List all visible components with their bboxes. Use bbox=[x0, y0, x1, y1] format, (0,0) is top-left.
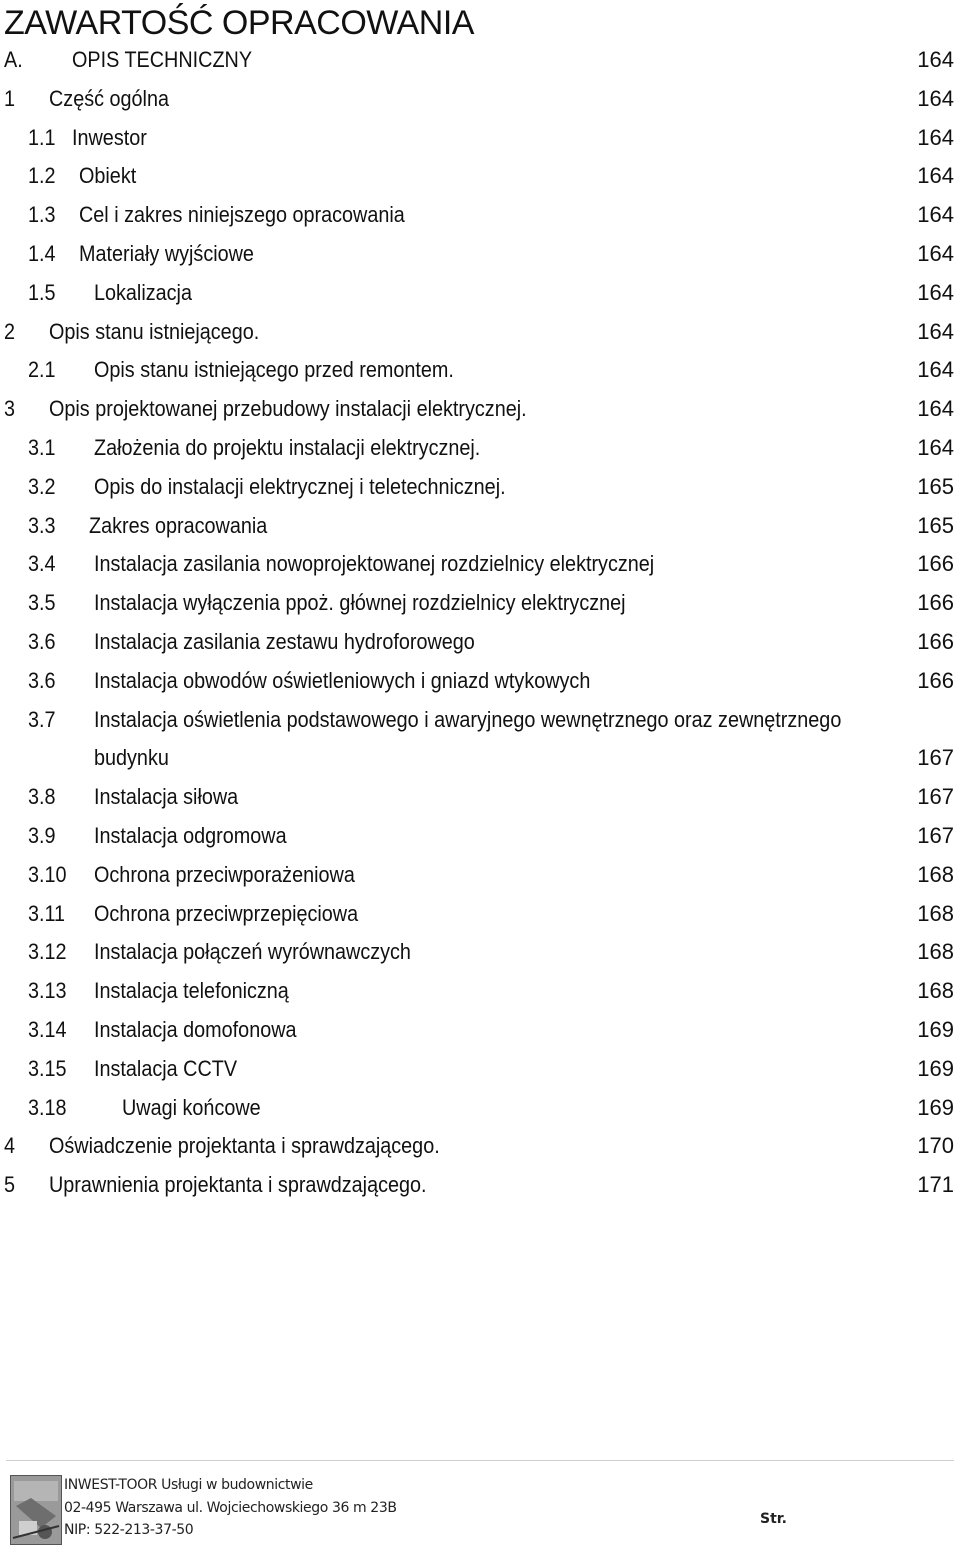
toc-entry-number: 3.7 bbox=[28, 706, 56, 732]
toc-entry-page: 168 bbox=[917, 978, 954, 1004]
toc-entry bbox=[0, 544, 960, 583]
toc-entry bbox=[0, 583, 960, 622]
toc-entry bbox=[0, 195, 960, 234]
footer-company: INWEST-TOOR Usługi w budownictwie bbox=[64, 1477, 313, 1493]
toc-entry-page: 167 bbox=[917, 745, 954, 771]
toc-entry-page: 166 bbox=[917, 590, 954, 616]
toc-entry-number: 1 bbox=[4, 85, 16, 111]
toc-entry-page: 164 bbox=[917, 163, 954, 189]
toc-entry-label: Uwagi końcowe bbox=[122, 1094, 261, 1120]
toc-entry bbox=[0, 467, 960, 506]
toc-entry-number: 3.13 bbox=[28, 978, 67, 1004]
toc-entry-number: 2 bbox=[4, 318, 16, 344]
toc-entry-label: Opis projektowanej przebudowy instalacji elektrycznej. bbox=[49, 396, 527, 422]
toc-entry-label: Instalacja odgromowa bbox=[94, 822, 287, 848]
company-logo bbox=[10, 1475, 62, 1545]
toc-entry-label: Instalacja telefoniczną bbox=[94, 978, 289, 1004]
toc-entry-page: 169 bbox=[917, 1055, 954, 1081]
toc-entry-page: 164 bbox=[917, 357, 954, 383]
toc-entry bbox=[0, 1126, 960, 1165]
toc-entry-page: 164 bbox=[917, 318, 954, 344]
toc-entry bbox=[0, 622, 960, 661]
toc-entry-label: Zakres opracowania bbox=[89, 512, 268, 538]
toc-entry bbox=[0, 1010, 960, 1049]
toc-entry-label: Instalacja zasilania zestawu hydroforowego bbox=[94, 628, 475, 654]
toc-entry bbox=[0, 312, 960, 351]
toc-entry bbox=[0, 777, 960, 816]
toc-entry bbox=[0, 156, 960, 195]
toc-entry bbox=[0, 855, 960, 894]
toc-entry-page: 164 bbox=[917, 85, 954, 111]
toc-entry bbox=[0, 1088, 960, 1127]
toc-entry-number: 1.1 bbox=[28, 124, 56, 150]
toc-entry-label: Inwestor bbox=[72, 124, 147, 150]
toc-entry-page: 167 bbox=[917, 822, 954, 848]
toc-entry-page: 164 bbox=[917, 240, 954, 266]
toc-entry bbox=[0, 428, 960, 467]
toc-entry-label: Uprawnienia projektanta i sprawdzającego. bbox=[49, 1172, 427, 1198]
toc-entry-label: Instalacja obwodów oświetleniowych i gniazd wtykowych bbox=[94, 667, 591, 693]
toc-entry-number: 3 bbox=[4, 396, 16, 422]
toc-entry-number: 1.2 bbox=[28, 163, 56, 189]
toc-entry-label: Instalacja wyłączenia ppoż. głównej rozdzielnicy elektrycznej bbox=[94, 590, 626, 616]
toc-entry bbox=[0, 700, 960, 739]
toc-entry bbox=[0, 506, 960, 545]
toc-entry-page: 164 bbox=[917, 124, 954, 150]
toc-entry-page: 164 bbox=[917, 47, 954, 72]
toc-entry-number: 3.4 bbox=[28, 551, 56, 577]
toc-entry-label: Część ogólna bbox=[49, 85, 169, 111]
toc-entry-page: 167 bbox=[917, 784, 954, 810]
toc-entry-label: Instalacja zasilania nowoprojektowanej rozdzielnicy elektrycznej bbox=[94, 551, 655, 577]
toc-entry-page: 168 bbox=[917, 861, 954, 887]
toc-entry bbox=[0, 234, 960, 273]
toc-entry-label: Opis stanu istniejącego. bbox=[49, 318, 260, 344]
toc-entry bbox=[0, 738, 960, 777]
toc-entry-label: Lokalizacja bbox=[94, 279, 192, 305]
toc-entry bbox=[0, 118, 960, 157]
toc-entry-page: 166 bbox=[917, 667, 954, 693]
toc-entry-number: 3.3 bbox=[28, 512, 56, 538]
toc-entry-number: 3.11 bbox=[28, 900, 66, 926]
toc-entry-number: 1.4 bbox=[28, 240, 56, 266]
toc-entry-label: Instalacja połączeń wyrównawczych bbox=[94, 939, 411, 965]
toc-entry-number: 3.2 bbox=[28, 473, 56, 499]
toc-entry-number: 3.8 bbox=[28, 784, 56, 810]
toc-entry-label: Opis do instalacji elektrycznej i teletechnicznej. bbox=[94, 473, 506, 499]
toc-entry-label: Opis stanu istniejącego przed remontem. bbox=[94, 357, 454, 383]
toc-entry bbox=[0, 971, 960, 1010]
toc-entry-label: Instalacja domofonowa bbox=[94, 1016, 297, 1042]
toc-entry-label: Ochrona przeciwprzepięciowa bbox=[94, 900, 359, 926]
toc-entry-number: 4 bbox=[4, 1133, 16, 1159]
toc-entry-label: Instalacja CCTV bbox=[94, 1055, 238, 1081]
toc-entry bbox=[0, 661, 960, 700]
toc-entry-number: 1.3 bbox=[28, 202, 56, 228]
toc-entry-page: 169 bbox=[917, 1094, 954, 1120]
table-of-contents bbox=[0, 40, 960, 1204]
toc-entry-number: 5 bbox=[4, 1172, 16, 1198]
toc-entry bbox=[0, 40, 960, 79]
toc-entry-number: 3.14 bbox=[28, 1016, 67, 1042]
toc-entry-page: 169 bbox=[917, 1016, 954, 1042]
toc-entry-label: Cel i zakres niniejszego opracowania bbox=[79, 202, 405, 228]
toc-entry-number: 3.10 bbox=[28, 861, 67, 887]
toc-entry-number: A. bbox=[4, 47, 23, 72]
toc-entry-number: 3.1 bbox=[28, 434, 56, 460]
footer-page-label: Str. bbox=[760, 1511, 788, 1527]
page-footer bbox=[6, 1460, 954, 1553]
toc-entry-label: Obiekt bbox=[79, 163, 137, 189]
toc-entry-label: Założenia do projektu instalacji elektrycznej. bbox=[94, 434, 481, 460]
toc-entry-label: Oświadczenie projektanta i sprawdzającego. bbox=[49, 1133, 440, 1159]
toc-entry-page: 164 bbox=[917, 279, 954, 305]
toc-entry bbox=[0, 894, 960, 933]
toc-entry-label: OPIS TECHNICZNY bbox=[72, 47, 253, 72]
toc-entry-page: 165 bbox=[917, 512, 954, 538]
toc-entry bbox=[0, 1049, 960, 1088]
toc-entry-label: Instalacja oświetlenia podstawowego i awaryjnego wewnętrznego oraz zewnętrznego bbox=[94, 706, 842, 732]
toc-entry-page: 166 bbox=[917, 551, 954, 577]
toc-entry-label: budynku bbox=[94, 745, 169, 771]
toc-entry-number: 3.15 bbox=[28, 1055, 67, 1081]
toc-entry-page: 171 bbox=[917, 1172, 954, 1198]
toc-entry-number: 3.9 bbox=[28, 822, 56, 848]
footer-address: 02-495 Warszawa ul. Wojciechowskiego 36 m 23B bbox=[64, 1500, 397, 1516]
toc-entry-number: 3.12 bbox=[28, 939, 67, 965]
toc-entry bbox=[0, 816, 960, 855]
toc-entry-number: 3.5 bbox=[28, 590, 56, 616]
toc-entry-number: 3.18 bbox=[28, 1094, 67, 1120]
toc-entry-number: 1.5 bbox=[28, 279, 56, 305]
toc-entry bbox=[0, 389, 960, 428]
toc-entry-number: 2.1 bbox=[28, 357, 56, 383]
toc-entry-label: Materiały wyjściowe bbox=[79, 240, 254, 266]
toc-entry-page: 170 bbox=[917, 1133, 954, 1159]
toc-entry-page: 164 bbox=[917, 202, 954, 228]
toc-entry-label: Instalacja siłowa bbox=[94, 784, 239, 810]
toc-entry bbox=[0, 350, 960, 389]
toc-entry-page: 168 bbox=[917, 939, 954, 965]
toc-entry-page: 165 bbox=[917, 473, 954, 499]
document-title: ZAWARTOŚĆ OPRACOWANIA bbox=[4, 4, 474, 42]
footer-nip: NIP: 522-213-37-50 bbox=[64, 1522, 194, 1538]
toc-entry-page: 164 bbox=[917, 434, 954, 460]
toc-entry bbox=[0, 932, 960, 971]
toc-entry-label: Ochrona przeciwporażeniowa bbox=[94, 861, 355, 887]
toc-entry bbox=[0, 79, 960, 118]
toc-entry-page: 166 bbox=[917, 628, 954, 654]
toc-entry-page: 168 bbox=[917, 900, 954, 926]
toc-entry-page: 164 bbox=[917, 396, 954, 422]
toc-entry-number: 3.6 bbox=[28, 628, 56, 654]
toc-entry bbox=[0, 1165, 960, 1204]
toc-entry-number: 3.6 bbox=[28, 667, 56, 693]
toc-entry bbox=[0, 273, 960, 312]
